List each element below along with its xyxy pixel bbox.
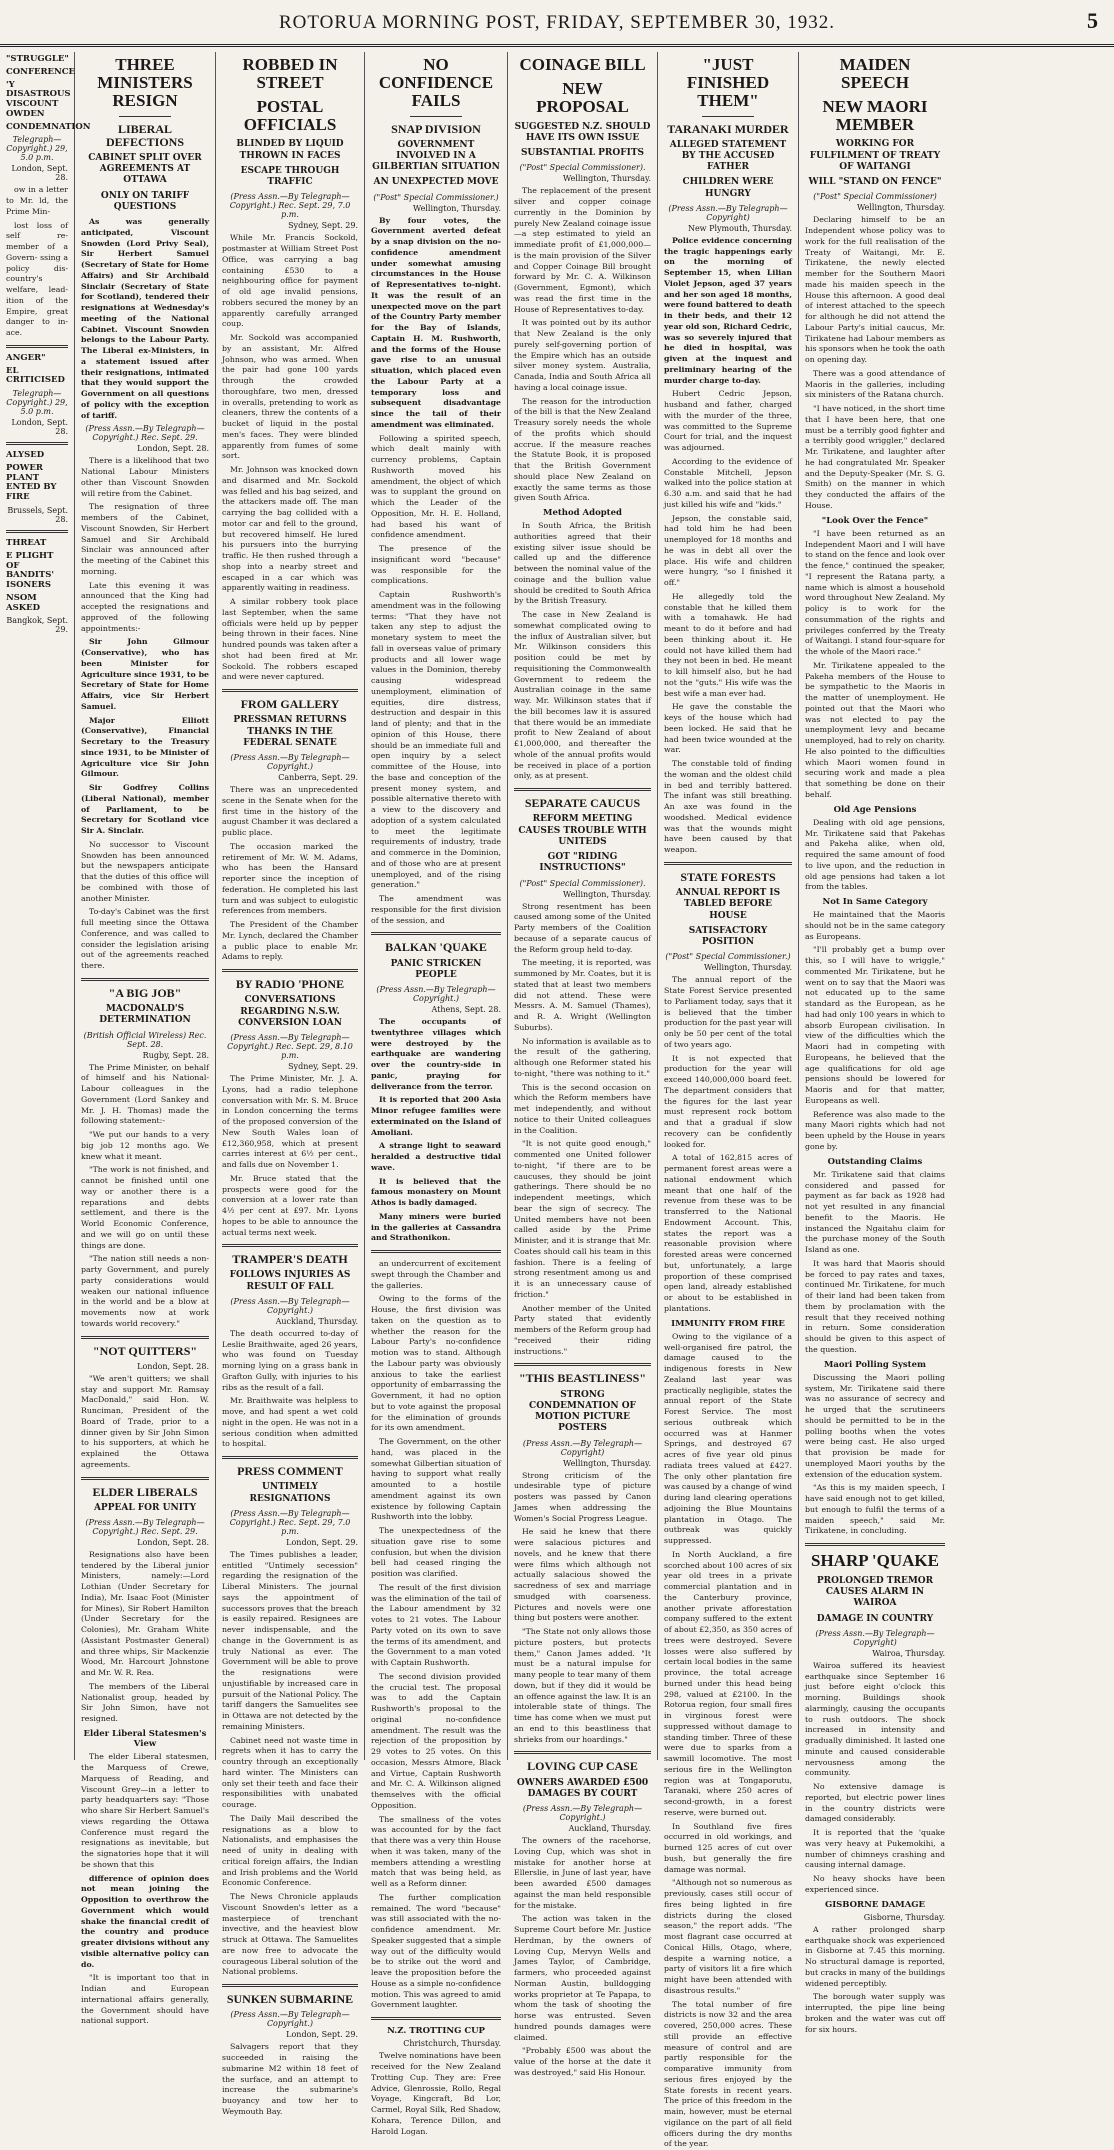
paragraph: The owners of the racehorse, Loving Cup, which was shot in mistake for another horse at Ellerslie, in June of last year, have been awarded £500 damages against the man held responsible for the mistake.: [514, 1836, 651, 1910]
dateline: Sydney, Sept. 29.: [288, 1062, 358, 1071]
paragraph: He gave the constable the keys of the house which had been locked. He said that he had been twice wounded at the war.: [664, 702, 792, 755]
paragraph: Reference was also made to the many Maori rights which had not been upheld by the House in years gone by.: [805, 1109, 945, 1151]
divider: [6, 345, 68, 348]
paragraph: Resignations also have been tendered by the Liberal junior Ministers, namely:—Lord Lothian (Under Secretary for India), Mr. Isaac Foot (Minister for Mines), Sir Robert Hamilton (Under Secretary for the Colonies), Mr. Graham White (Assistant Postmaster General) and three whips, Sir Mackenzie Wood, Mr. Harcourt Johnstone and Mr. W. R. Rea.: [81, 1549, 209, 1678]
divider: [514, 1751, 651, 1754]
article-headline: "THIS BEASTLINESS": [518, 1371, 647, 1386]
article-headline: "A BIG JOB": [108, 985, 182, 1000]
article-headline: "NOT QUITTERS": [92, 1343, 198, 1358]
article-headline: BY RADIO 'PHONE: [235, 977, 345, 992]
article-headline: ELDER LIBERALS: [92, 1484, 198, 1499]
article-deck: WORKING FOR FULFILMENT OF TREATY OF WAITANGI: [809, 139, 941, 172]
paragraph: It is reported that the 'quake was very heavy at Pukemokihi, a number of chimneys crashing and causing internal damage.: [805, 1828, 945, 1870]
credit-line: (Press Assn.—By Telegraph—Copyright.): [376, 985, 496, 1004]
paragraph: He maintained that the Maoris should not be in the same category as Europeans.: [805, 910, 945, 941]
dateline: Christchurch, Thursday.: [403, 2039, 501, 2049]
paragraph: No successor to Viscount Snowden has been announced but the newspapers anticipate that the duties of this office will be combined with those of another Minister.: [81, 839, 209, 903]
paragraph: In Southland five fires occurred in old workings, and burned 125 acres of cut over bush, but generally the fire damage was normal.: [664, 1821, 792, 1874]
dateline: Bangkok, Sept. 29.: [6, 616, 68, 635]
credit-line: Telegraph—Copyright.) 29, 5.0 p.m.: [6, 389, 68, 417]
divider: [222, 1244, 358, 1247]
masthead-title: ROTORUA MORNING POST, FRIDAY, SEPTEMBER 30, 1932.: [278, 12, 836, 33]
dateline: Wellington, Thursday.: [413, 203, 501, 213]
article-headline: TRAMPER'S DEATH: [232, 1252, 348, 1267]
column-no-confidence: [365, 52, 508, 2136]
dateline: Wairoa, Thursday.: [872, 1648, 945, 1658]
divider: [81, 978, 209, 981]
paragraph: The amendment was responsible for the first division of the session, and: [371, 894, 501, 925]
credit-line: (Press Assn.—By Telegraph—Copyright.) Rec. Sept. 29, 7.0 p.m.: [229, 192, 351, 220]
article-deck: BLINDED BY LIQUID THROWN IN FACES: [236, 139, 344, 161]
article-headline: POSTAL OFFICIALS: [243, 96, 337, 134]
paragraph: The case in New Zealand is somewhat complicated owing to the influx of Australian silver, but Mr. Wilkinson considers this position could be met by requisitioning the Commonwealth Government to redeem the Australian coinage in the same way. Mr. Wilkinson states that if the bill becomes law it is assured that there would be an immediate profit to New Zealand of about £1,000,000, and thereafter the whole of the annual profits would be received in place of a portion only, as at present.: [514, 610, 651, 781]
lead-paragraph: Police evidence concerning the tragic happenings early on the morning of September 15, when Lilian Violet Jepson, aged 37 years and her son aged 18 months, were found battered to death in their beds, and their 12 year old son, Richard Cedric, was so severely injured that he died in hospital, was given at the inquest and preliminary hearing of the murder charge to-day.: [664, 235, 792, 385]
paragraph: No heavy shocks have been experienced since.: [805, 1874, 945, 1894]
section-subheading: Maori Polling System: [823, 1359, 927, 1370]
divider: [119, 116, 170, 117]
paragraph: Owing to the forms of the House, the first division was taken on the question as to whether the reason for the Labour Party's no-confidence motion was to stand. Although the Labour party was obviously anxious to take the earliest opportunity of embarrassing the Government, it had no option but to vote against the proposal for the elimination of grounds for its own amendment.: [371, 1294, 501, 1433]
credit-line: (Press Assn.—By Telegraph—Copyright.) Rec. Sept. 29, 7.0 p.m.: [229, 1508, 351, 1536]
paragraph: This is the second occasion on which the Reform members have met independently, and without notice to their United colleagues in the Coalition.: [514, 1082, 651, 1135]
dateline: Wellington, Thursday.: [563, 889, 651, 899]
column-coinage-bill: [508, 52, 658, 2077]
article-deck: OWNERS AWARDED £500 DAMAGES BY COURT: [516, 1777, 649, 1799]
article-subheading: E PLIGHT OF BANDITS' ISONERS: [6, 550, 54, 591]
article-deck: AN UNEXPECTED MOVE: [373, 177, 499, 188]
article-subheading: 'Y DISASTROUS VISCOUNT OWDEN: [6, 79, 71, 119]
paragraph: Mr. Bruce stated that the prospects were good for the conversion at a lower rate than 4½ per cent at £97. Mr. Lyons hopes to be able to announce the actual terms next week.: [222, 1173, 358, 1237]
paragraph: There is a likelihood that two National Labour Ministers other than Viscount Snowden will retire from the Cabinet.: [81, 456, 209, 498]
article-deck: GOT "RIDING INSTRUCTIONS": [539, 852, 626, 874]
article-deck: ESCAPE THROUGH TRAFFIC: [240, 165, 340, 188]
section-subheading: Method Adopted: [543, 508, 622, 519]
paragraph: an undercurrent of excitement swept through the Chamber and the galleries.: [371, 1259, 501, 1290]
article-subheading: SNAP DIVISION: [391, 121, 481, 136]
article-headline: ROBBED IN STREET: [242, 55, 338, 92]
section-subheading: Outstanding Claims: [827, 1156, 923, 1167]
paragraph: Twelve nominations have been received for the New Zealand Trotting Cup. They are: Free Advice, Glenrossie, Rollo, Regal Voyage, Kingcraft, Bd Lor, Carmel, Royal Silk, Red Shadow, Kohara, Terence Dillon, and Harold Logan.: [371, 2051, 501, 2136]
paragraph: Another member of the United Party stated that evidently members of the Reform group had "received their riding instructions.": [514, 1303, 651, 1356]
paragraph: Cabinet need not waste time in regrets when it has to carry the country through an exceptionally hard winter. The Ministers can only set their teeth and face their responsibilities with unabated courage.: [222, 1735, 358, 1810]
paragraph: Hubert Cedric Jepson, husband and father, charged with the murder of the three, was committed to the Supreme Court for trial, and the inquest was adjourned.: [664, 389, 792, 453]
paragraph: It was pointed out by its author that New Zealand is the only purely self-governing portion of the Empire which has an outside silver money system. Australia, Canada, India and South Africa all having a local coinage issue.: [514, 318, 651, 392]
article-headline: FROM GALLERY: [240, 697, 340, 712]
paragraph: The further complication remained. The word "because" was still associated with the no-confidence amendment. Mr. Speaker suggested that a simple way out of the difficulty would be to strike out the word and leave the proposition before the House as a simple no-confidence motion. This was agreed to amid Government laughter.: [371, 1892, 501, 2010]
article-deck: APPEAL FOR UNITY: [93, 1502, 197, 1513]
dateline: London, Sept. 29.: [286, 1537, 358, 1547]
paragraph: The borough water supply was interrupted, the pipe line being broken and the water was cut off for six hours.: [805, 1992, 945, 2034]
dateline: Auckland, Thursday.: [275, 1316, 358, 1326]
credit-line: (Press Assn.—By Telegraph—Copyright): [668, 203, 788, 222]
article-subheading: CONDEMNATION: [6, 121, 91, 132]
divider: [371, 1250, 501, 1253]
article-headline: MAIDEN SPEECH: [839, 55, 911, 92]
paragraph: "Although not so numerous as previously, cases still occur of fires being lighted in fire districts during the closed season," the report adds. "The most flagrant case occurred at Conical Hills, Otago, where, despite a warning notice, a party of visitors lit a fire which might have been attended with disastrous results.": [664, 1878, 792, 1995]
section-subheading: Elder Liberal Statesmen's View: [83, 1728, 207, 1750]
dateline: London, Sept. 28.: [137, 444, 209, 454]
paragraph: "The work is not finished, and cannot be finished until one way or another there is a reparations and debts settlement, and there is the World Economic Conference, and we will go on until these things are done.: [81, 1165, 209, 1250]
article-headline: NO CONFIDENCE FAILS: [378, 55, 494, 110]
article-headline: NEW MAORI MEMBER: [822, 96, 928, 134]
article-deck: STRONG CONDEMNATION OF MOTION PICTURE POSTERS: [529, 1389, 636, 1434]
paragraph: In North Auckland, a fire scorched about 100 acres of six year old trees in a private commercial plantation and in the Canterbury province, another private afforestation company suffered to the extent of about £2,350, as 350 acres of trees were destroyed. Severe losses were also suffered by certain local bodies in the same province, the total acreage burned under this head being 298, valued at £2100. In the Rotorua region, four small fires in virginous forest were suppressed without damage to standing timber. Three of these were due to sparks from a sawmill locomotive. The most serious fire in the Wellington region was at Tongaporutu, Taranaki, where 250 acres of second-growth, in a forest reserve, were burned out.: [664, 1549, 792, 1817]
column-maiden-speech: [799, 52, 951, 2034]
divider: [6, 530, 68, 533]
paragraph: The President of the Chamber Mr. Lynch, declared the Chamber a public place to enable Mr. Adams to reply.: [222, 920, 358, 962]
divider: [702, 116, 753, 117]
paragraph: The Prime Minister, Mr. J. A. Lyons, had a radio telephone conversation with Mr. S. M. Bruce in London concerning the terms of the proposed conversion of the New South Wales loan of £12,360,958, which at present carries interest at 6½ per cent., and falls due on November 1.: [222, 1074, 358, 1169]
article-heading: THREAT: [6, 537, 47, 548]
article-headline: STATE FORESTS: [680, 869, 776, 884]
paragraph: Mr. Johnson was knocked down and disarmed and Mr. Sockold was felled and his bag seized, and the attackers made off. The man carrying the bag collided with a motor car and fell to the ground, but recovered himself. He lured his pursuers into the hurrying traffic. He then rushed through a shop into a nearby street and escaped in a car which was apparently waiting in readiness.: [222, 465, 358, 593]
paragraph: The constable told of finding the woman and the oldest child in bed and terribly battered. The infant was still breathing. An axe was found in the woodshed. Medical evidence was that the wounds might have been caused by that weapon.: [664, 759, 792, 855]
dateline: Wellington, Thursday.: [704, 963, 792, 973]
divider: [664, 862, 792, 865]
paragraph: "We aren't quitters; we shall stay and support Mr. Ramsay MacDonald," said Hon. W. Runciman, President of the Board of Trade, prior to a dinner given by Sir John Simon to his supporters, at which he explained the Ottawa agreements.: [81, 1373, 209, 1469]
credit-line: (Press Assn.—By Telegraph—Copyright.): [230, 1296, 350, 1315]
section-subheading: GISBORNE DAMAGE: [824, 1899, 926, 1910]
dateline: London, Sept. 29.: [286, 2030, 358, 2040]
credit-line: ("Post" Special Commissioner).: [519, 878, 646, 888]
article-headline: PRESS COMMENT: [237, 1464, 343, 1479]
lead-paragraph: As was generally anticipated, Viscount Snowden (Lord Privy Seal), Sir Herbert Samuel (Secretary of State for Home Affairs) and Sir Archibald Sinclair (Secretary of State for Scotland), tendered their resignations at Wednesday's meeting of the National Cabinet. Viscount Snowden belongs to the Labour Party. The Liberal ex-Ministers, in a statement issued after their resignations, intimated that they would support the Government on all questions of policy with the exception of tariff.: [81, 217, 209, 420]
section-subheading: Not In Same Category: [822, 897, 928, 907]
paragraph: "As this is my maiden speech, I have said enough not to get killed, but enough to fulfil the terms of a maiden speech," said Mr. Tirikatene, in concluding.: [805, 1483, 945, 1536]
paragraph: The result of the first division was the elimination of the tail of the Labour amendment by 32 votes to 21 votes. The Labour Party voted on its own to save the terms of its amendment, and the Government to a man voted with Captain Rushworth.: [371, 1582, 501, 1668]
credit-line: (Press Assn.—By Telegraph—Copyright.): [230, 753, 350, 772]
paragraph: The members of the Liberal Nationalist group, headed by Sir John Simon, have not resigned.: [81, 1681, 209, 1724]
credit-line: (Press Assn.—By Telegraph—Copyright.) Rec. Sept. 29, 8.10 p.m.: [227, 1033, 353, 1060]
article-subheading: EL CRITICISED: [6, 365, 65, 386]
dateline: London, Sept. 28.: [11, 164, 68, 183]
divider: [410, 116, 462, 117]
paragraph: A total of 162,815 acres of permanent forest areas were a national endowment which meant that one half of the revenue from these was to be transferred to the National Endowment Account. This, states the report was a reasonable provision where forested areas were concerned but, unfortunately, a large proportion of these comprised open land, already established or about to be established in plantations.: [664, 1153, 792, 1313]
paragraph: To-day's Cabinet was the first full meeting since the Ottawa Conference, and was called to consider the legislation arising out of the agreements reached there.: [81, 907, 209, 971]
paragraph: Jepson, the constable said, had told him he had been unemployed for 18 months and he was in debt all over the place. His wife and children were hungry, "so I finished it off.": [664, 513, 792, 588]
paragraph: It is reported that 200 Asia Minor refugee families were exterminated on the Island of Amoliani.: [371, 1095, 501, 1137]
credit-line: (Press Assn.—By Telegraph—Copyright.) Rec. Sept. 29.: [85, 1517, 205, 1536]
dateline: Wellington, Thursday.: [563, 174, 651, 184]
paragraph: "I have been returned as an Independent Maori and I will have to stand on the fence and look over the fence," continued the speaker, "I represent the Ratana party, a name which is almost a household word throughout New Zealand. My policy is to work for the consummation of the rights and privileges conferred by the Treaty of Waitangi. I stand four-square for the whole of the Maori race.": [805, 528, 945, 657]
article-headline: NEW PROPOSAL: [536, 78, 629, 116]
paragraph: The News Chronicle applauds Viscount Snowden's letter as a masterpiece of trenchant invective, and the heaviest blow struck at Ottawa. The Samuelites are now free to advocate the courageous Liberal solution of the National problems.: [222, 1892, 358, 1977]
paragraph: Mr. Tirikatene appealed to the Pakeha members of the House to be sympathetic to the Maoris in the matter of unemployment. He pointed out that the Maori who was not elected to pay the unemployment levy and became unemployed, had to rely on charity. He also pointed to the difficulties which Maori women found in securing work and made a plea that something be done on their behalf.: [805, 660, 945, 799]
divider: [805, 1543, 945, 1546]
article-deck: CABINET SPLIT OVER AGREEMENTS AT OTTAWA: [88, 152, 202, 186]
credit-line: ("Post" Special Commissioner.): [373, 192, 499, 202]
column-struggle-fragment: [0, 52, 91, 1760]
paragraph: "Probably £500 was about the value of the horse at the date it was destroyed," said His Honour.: [514, 2046, 651, 2077]
paragraph: "The State not only allows those picture posters, but protects them," Canon James added. "It must be a natural impulse for many people to tear many of them down, but if they did it would be an offence against the law. It is an intolerable state of things. The time has come when we must put an end to this beastliness that shrieks from our hoardings.": [514, 1627, 651, 1744]
paragraph: The presence of the insignificant word "because" was responsible for the complications.: [371, 544, 501, 586]
paragraph: "It is important too that in Indian and European international affairs generally, the Government should have national support.: [81, 1973, 209, 2026]
paragraph: ow in a letter to Mr. ld, the Prime Min-: [6, 185, 68, 216]
divider: [222, 1984, 358, 1987]
paragraph: "I'll probably get a bump over this, so I will have to wriggle," commented Mr. Tirikatene, but he went on to say that the Maori was not educated up to the same standard as the European, as he had had only 100 years in which to absorb European civilisation. In view of the difficulties which the Maori had in competing with Europeans, he believed that the age qualifications for old age pensions should be lowered for Maoris and for that matter, Europeans as well.: [805, 945, 945, 1105]
article-deck: FOLLOWS INJURIES AS RESULT OF FALL: [229, 1270, 351, 1292]
paragraph: Wairoa suffered its heaviest earthquake since September 16 just before eight o'clock this morning. Buildings shook alarmingly, causing the occupants to rush outdoors. The shock increased in intensity and gradually diminished. It lasted one minute and caused considerable nervousness among the community.: [805, 1660, 945, 1778]
divider: [514, 1363, 651, 1366]
article-deck: SATISFACTORY POSITION: [688, 925, 768, 948]
paragraph: difference of opinion does not mean joining the Opposition to overthrow the Government which would shake the financial credit of the country and produce greater divisions without any visible alternative policy can do.: [81, 1873, 209, 1969]
article-deck: WILL "STAND ON FENCE": [808, 177, 942, 188]
dateline: Auckland, Thursday.: [568, 1824, 651, 1834]
paragraph: Mr. Braithwaite was helpless to move, and had spent a wet cold night in the open. He was not in a serious condition when admitted to hospital.: [222, 1396, 358, 1449]
paragraph: A strange light to seaward heralded a destructive tidal wave.: [371, 1141, 501, 1172]
paragraph: The replacement of the present silver and copper coinage currently in the Dominion by purely New Zealand coinage issue—a step estimated to yield an immediate profit of £1,000,000—is the main provision of the Silver and Copper Coinage Bill brought forward by Mr. C. A. Wilkinson (Government, Egmont), which was read the first time in the House of Representatives to-day.: [514, 186, 651, 314]
divider: [81, 1477, 209, 1480]
divider: [222, 689, 358, 692]
article-subheading: CONFERENCE: [6, 66, 76, 77]
article-headline: SUNKEN SUBMARINE: [226, 1992, 354, 2007]
article-deck: CONVERSATIONS REGARDING N.S.W. CONVERSION LOAN: [238, 995, 342, 1028]
article-deck: REFORM MEETING CAUSES TROUBLE WITH UNITEDS: [518, 814, 647, 847]
paragraph: Salvagers report that they succeeded in raising the submarine M2 within 18 feet of the surface, and an attempt to increase the submarine's buoyancy and tow her to Weymouth Bay.: [222, 2042, 358, 2116]
article-deck: CHILDREN WERE HUNGRY: [682, 177, 774, 199]
article-subheading: NSOM ASKED: [6, 592, 40, 613]
paragraph: Many miners were buried in the galleries at Cassandra and Strathonikon.: [371, 1211, 501, 1243]
paragraph: No extensive damage is reported, but electric power lines in the country districts were damaged considerably.: [805, 1782, 945, 1824]
paragraph: The resignation of three members of the Cabinet, Viscount Snowden, Sir Herbert Samuel and Sir Archibald Sinclair was announced after the meeting of the Cabinet this morning.: [81, 502, 209, 576]
paragraph: The occasion marked the retirement of Mr. W. M. Adams, who has been the Hansard reporter since the inception of federation. He completed his last turn and was subject to eulogistic references from members.: [222, 841, 358, 916]
paragraph: The unexpectedness of the situation gave rise to some confusion, but when the division bell had ceased ringing the position was clarified.: [371, 1526, 501, 1579]
credit-line: Telegraph—Copyright.) 29, 5.0 p.m.: [6, 135, 68, 163]
paragraph: A similar robbery took place last September, when the same officials were held up by pepper being thrown in their faces. Nine hundred pounds was taken after a shot had been fired at Mr. Sockold. The robbers escaped and were never captured.: [222, 597, 358, 682]
divider: [81, 1336, 209, 1339]
paragraph: Mr. Sockold was accompanied by an assistant, Mr. Alfred Johnson, who was armed. When the pair had gone 100 yards through the crowded thoroughfare, two men, dressed in overalls, pretending to work as cleaners, threw the contents of a bucket of liquid in the postal men's faces. They were blinded apparently from fumes of some sort.: [222, 333, 358, 461]
dateline: London, Sept. 28.: [11, 418, 68, 437]
paragraph: Sir Godfrey Collins (Liberal National), member of Parliament, to be Secretary for Scotland vice Sir A. Sinclair.: [81, 783, 209, 836]
article-deck: MACDONALD'S DETERMINATION: [99, 1004, 191, 1026]
paragraph: The smallness of the votes was accounted for by the fact that there was a very thin House when it was taken, many of the members attending a wrestling match that was being held, as well as a Reform dinner.: [371, 1814, 501, 1889]
divider: [514, 788, 651, 791]
page-number: 5: [1087, 8, 1098, 33]
section-subheading: "Look Over the Fence": [821, 515, 929, 526]
credit-line: ("Post" Special Commissioner).: [519, 163, 646, 173]
paragraph: There was a good attendance of Maoris in the galleries, including six ministers of the Ratana church.: [805, 368, 945, 400]
article-headline: BALKAN 'QUAKE: [385, 940, 487, 955]
paragraph: "I have noticed, in the short time that I have been here, that one must be a terribly good fighter and a terribly good wriggler," declared Mr. Tirikatene, and laughter after he had congratulated Mr. Speaker and the Deputy-Speaker (Mr. S. G. Smith) on the manner in which they conducted the affairs of the House.: [805, 404, 945, 510]
article-headline: LOVING CUP CASE: [527, 1759, 638, 1774]
article-headline: "JUST FINISHED THEM": [686, 55, 770, 110]
divider: [222, 969, 358, 972]
divider: [222, 1456, 358, 1459]
paragraph: Sir John Gilmour (Conservative), who has been Minister for Agriculture since 1931, to be Secretary of State for Home Affairs, vice Sir Herbert Samuel.: [81, 637, 209, 711]
paragraph: A rather prolonged sharp earthquake shock was experienced in Gisborne at 7.45 this morning. No structural damage is reported, but cracks in many of the buildings widened perceptibly.: [805, 1924, 945, 1988]
credit-line: (Press Assn.—By Telegraph—Copyright.): [522, 1804, 643, 1823]
paragraph: Strong criticism of the undesirable type of picture posters was passed by Canon James when addressing the Women's Social Progress League.: [514, 1470, 651, 1523]
paragraph: There was an unprecedented scene in the Senate when for the first time in the history of the august Chamber it was declared a public place.: [222, 785, 358, 838]
paragraph: He allegedly told the constable that he killed them with a tomahawk. He had meant to do it before and had been thinking about it. He could not have killed them had they not been in bed. He meant to kill himself also, but he had not the "guts." His wife was the best wife a man ever had.: [664, 591, 792, 698]
article-deck: ALLEGED STATEMENT BY THE ACCUSED FATHER: [669, 139, 787, 173]
paragraph: No information is available as to the result of the gathering, although one Reformer stated his to-night, "there was nothing to it.": [514, 1036, 651, 1078]
credit-line: ("Post" Special Commissioner.): [665, 952, 791, 962]
article-deck: UNTIMELY RESIGNATIONS: [249, 1482, 331, 1504]
paragraph: Mr. Tirikatene said that claims considered and passed for payment as far back as 1928 had not yet resulted in any financial benefit to the Maoris. He instanced the Ngaitahu claim for the purchase money of the South Island as one.: [805, 1169, 945, 1255]
credit-line: (Press Assn.—By Telegraph—Copyright): [815, 1628, 935, 1647]
paragraph: Major Elliott (Conservative), Financial Secretary to the Treasury since 1931, to be Minister of Agriculture vice Sir John Gilmour.: [81, 715, 209, 779]
paragraph: Dealing with old age pensions, Mr. Tirikatene said that Pakehas and Pakeha alike, when old, required the same amount of food to live upon, and the reduction in old age pensions had taken a lot from the tables.: [805, 817, 945, 892]
article-headline: SEPARATE CAUCUS: [524, 796, 641, 811]
article-headline: SHARP 'QUAKE: [811, 1551, 939, 1571]
paragraph: The action was taken in the Supreme Court before Mr. Justice Herdman, by the owners of Loving Cup, Mervyn Wells and James Taylor, of Cambridge, farmers, who proceeded against Norman Austin, bulldogging works proprietor at Te Papapa, to whom the task of shooting the horse was entrusted. Seven hundred pounds damages were claimed.: [514, 1914, 651, 2042]
paragraph: The total number of fire districts is now 32 and the area covered, 250,000 acres. These still provide an effective measure of control and are partly responsible for the comparative immunity from serious fires enjoyed by the State forests in recent years. The price of this freedom in the main, however, must be eternal vigilance on the part of all field officers during the dry months of the year.: [664, 1999, 792, 2149]
dateline: Rugby, Sept. 28.: [142, 1050, 209, 1060]
article-subheading: POWER PLANT ENTED BY FIRE: [6, 462, 57, 503]
article-headline: THREE MINISTERS RESIGN: [97, 55, 193, 110]
section-subheading: Old Age Pensions: [833, 804, 917, 815]
article-deck: ONLY ON TARIFF QUESTIONS: [100, 190, 190, 212]
credit-line: (British Official Wireless) Rec. Sept. 28.: [83, 1030, 207, 1049]
dateline: Canberra, Sept. 29.: [278, 773, 358, 783]
dateline: Sydney, Sept. 29.: [288, 221, 358, 231]
paragraph: Declaring himself to be an Independent whose policy was to work for the full realisation of the Treaty of Waitangi, Mr. E. Tirikatene, the newly elected member for the Southern Maori made his maiden speech in the House this afternoon. A good deal of interest attached to the speech for although he did not attend the Labour Party's initial caucus, Mr. Tirikatene had Labour members as his sponsors when he took the oath on opening day.: [805, 215, 945, 365]
paragraph: Following a spirited speech, which dealt mainly with currency problems, Captain Rushworth moved his amendment, the object of which was to supplant the ground on which the Leader of the Opposition, Mr. H. E. Holland, had based his want of confidence amendment.: [371, 433, 501, 540]
divider: [371, 932, 501, 935]
paragraph: Strong resentment has been caused among some of the United Party members of the Coalition because of a separate caucus of the Reform group held to-day.: [514, 901, 651, 954]
paragraph: Discussing the Maori polling system, Mr. Tirikatene said there was no assurance of secrecy and he urged that the scrutineers should be permitted to be in the polling booths when the votes were being cast. He also urged that provision be made for unemployed Maori youths by the extension of the education system.: [805, 1372, 945, 1479]
article-deck: PROLONGED TREMOR CAUSES ALARM IN WAIROA: [816, 1575, 934, 1609]
paragraph: According to the evidence of Constable Mitchell, Jepson walked into the police station at 6.30 a.m. and said that he had just killed his wife and "kids.": [664, 456, 792, 509]
paragraph: "The nation still needs a non-party Government, and purely party considerations would weaken our national influence in the world and be a blow at movements now at work towards world recovery.": [81, 1254, 209, 1328]
paragraph: Late this evening it was announced that the King had accepted the resignations and approved of the following appointments:-: [81, 580, 209, 633]
article-headline: N.Z. TROTTING CUP: [387, 2026, 485, 2037]
credit-line: (Press Assn.—By Telegraph—Copyright.) Rec. Sept. 29.: [85, 424, 205, 443]
paragraph: The meeting, it is reported, was summoned by Mr. Coates, but it is stated that at least two members did not attend. These were Messrs. A. M. Samuel (Thames), and R. A. Wright (Wellington Suburbs).: [514, 958, 651, 1032]
column-robbed-in-street: [216, 52, 365, 2116]
article-heading: ANGER": [6, 352, 46, 363]
paragraph: Captain Rushworth's amendment was in the following terms: "That they have not taken any step to adjust the monetary system to meet the fall in overseas value of primary products and all lower wage values in the Dominion, thereby causing widespread unemployment, elimination of equities, dire distress, destruction and despair in this land of plenty; and that in the opinion of this House, there should be an immediate full and open inquiry by a select committee of the House, into the base and conception of the present money system, and possible alternative thereto with a view to the discovery and adoption of a system calculated to meet the legitimate requirements of industry, trade and commerce in the Dominion, and of those who are at present unemployed, and of the rising generation.": [371, 590, 501, 890]
article-deck: SUBSTANTIAL PROFITS: [520, 148, 645, 159]
paragraph: The death occurred to-day of Leslie Braithwaite, aged 26 years, who was found on Tuesday morning lying on a grass bank in Grafton Gully, with injuries to his ribs as the result of a fall.: [222, 1328, 358, 1392]
paragraph: It was hard that Maoris should be forced to pay rates and taxes, continued Mr. Tirikatene, for much of their land had been taken from them by proclamation with the result that they received nothing in return. Some consideration should be given to this aspect of the question.: [805, 1258, 945, 1354]
paragraph: It is believed that the famous monastery on Mount Athos is badly damaged.: [371, 1176, 501, 1208]
article-deck: ANNUAL REPORT IS TABLED BEFORE HOUSE: [675, 888, 781, 921]
article-deck: PRESSMAN RETURNS THANKS IN THE FEDERAL SENATE: [233, 715, 347, 748]
dateline: Gisborne, Thursday.: [863, 1912, 945, 1922]
column-three-ministers: [75, 52, 216, 2026]
credit-line: ("Post" Special Commissioner): [813, 192, 937, 202]
paragraph: While Mr. Francis Sockold, postmaster at William Street Post Office, was carrying a bag containing £530 to a neighbouring office for payment of old age invalid pensions, robbers secured the money by an apparently carefully arranged coup.: [222, 233, 358, 329]
divider: [371, 2017, 501, 2020]
paragraph: The Daily Mail described the resignations as a blow to Nationalists, and emphasises the need of unity in dealing with critical foreign affairs, the Indian and Irish problems and the World Economic Conference.: [222, 1813, 358, 1888]
paragraph: The elder Liberal statesmen, the Marquess of Crewe, Marquess of Reading, and Viscount Grey—in a letter to party headquarters say: "Those who share Sir Herbert Samuel's views regarding the Ottawa Conference must regard the resignations as inevitable, but the signatories hope that it will be shown that this: [81, 1752, 209, 1869]
masthead: [0, 0, 1114, 47]
column-just-finished-them: [658, 52, 799, 2149]
paragraph: The annual report of the State Forest Service presented to Parliament today, says that it is believed that the timber production for the past year will only be 50 per cent of the total of two years ago.: [664, 975, 792, 1049]
paragraph: In South Africa, the British authorities agreed that their existing silver issue should be called up and the difference between the nominal value of the coinage and the bullion value should be credited to South Africa by the British Treasury.: [514, 521, 651, 606]
paragraph: "We put our hands to a very big job 12 months ago. We knew what it meant.: [81, 1130, 209, 1161]
article-deck: DAMAGE IN COUNTRY: [816, 1613, 934, 1624]
lead-paragraph: By four votes, the Government averted defeat by a snap division on the no-confidence amendment under somewhat amusing circumstances in the House of Representatives to-night. It was the result of an unexpected move on the part of the Country Party member for the Bay of Islands, Captain H. M. Rushworth, and the forms of the House gave rise to an unusual situation, which placed even the Labour Party at a temporary loss and subsequent disadvantage since the tail of their amendment was eliminated.: [371, 215, 501, 429]
article-subheading: TARANAKI MURDER: [667, 121, 789, 136]
paragraph: The reason for the introduction of the bill is that the New Zealand Treasury sorely needs the whole of the profits which should accrue. If the measure reaches the Statute Book, it is proposed that the British Government should place New Zealand on exactly the same terms as those given South Africa.: [514, 396, 651, 503]
paragraph: It is not expected that production for the year will exceed 140,000,000 board feet. The department considers that the figures for the last year must represent rock bottom and that a gradual if slow recovery can be confidently looked for.: [664, 1053, 792, 1149]
paragraph: lost loss of self re- member of a Govern- ssing a policy dis- country's welfare, lead- ition of the Empire, great danger to in- ace.: [6, 220, 68, 338]
paragraph: The occupants of twentythree villages which were destroyed by the earthquake are wandering over the country-side in panic, praying for deliverance from the terror.: [371, 1017, 501, 1091]
section-subheading: IMMUNITY FROM FIRE: [671, 1318, 785, 1329]
article-headline: COINAGE BILL: [519, 55, 646, 74]
divider: [6, 442, 68, 445]
credit-line: (Press Assn.—By Telegraph—Copyright): [522, 1438, 643, 1457]
article-deck: PANIC STRICKEN PEOPLE: [390, 958, 482, 980]
article-deck: GOVERNMENT INVOLVED IN A GILBERTIAN SITUATION: [372, 139, 500, 173]
paragraph: Owing to the vigilance of a well-organised fire patrol, the damage caused to the indigenous forests in New Zealand last year was practically negligible, states the annual report of the State Forest Service. The most serious outbreak which occurred was at Hanmer Springs, and destroyed 67 acres of five year old pinus radiata trees valued at £427. The only other plantation fire was caused by a change of wind during land clearing operations adjoining the Blue Mountains plantation in Otago. The outbreak was quickly suppressed.: [664, 1331, 792, 1546]
article-heading: "STRUGGLE": [6, 54, 69, 64]
article-deck: SUGGESTED N.Z. SHOULD HAVE ITS OWN ISSUE: [514, 121, 651, 143]
paragraph: He said he knew that there were salacious pictures and novels, and he knew that there were films which although not actually salacious showed the sacredness of sex and marriage smudged with coarseness. Pictures and novels were one thing but posters were another.: [514, 1527, 651, 1623]
dateline: London, Sept. 28.: [137, 1537, 209, 1547]
article-heading: ALYSED: [6, 450, 45, 461]
paragraph: The Government, on the other hand, was placed in the somewhat Gilbertian situation of having to support what really amounted to a hostile amendment against its own existence by following Captain Rushworth into the lobby.: [371, 1437, 501, 1522]
dateline: Athens, Sept. 28.: [431, 1005, 501, 1015]
article-subheading: LIBERAL DEFECTIONS: [105, 121, 185, 149]
dateline: Wellington, Thursday.: [563, 1458, 651, 1468]
paragraph: The Times publishes a leader, entitled "Untimely secession" regarding the resignation of the Liberal Ministers. The journal says the appointment of successors proves that the breach is easily repaired. Resignees are never indispensable, and the change in the Government is as truly National as ever. The Government will be able to prove the resignations were unjustifiable by increased care in pursuit of the National Policy. The tariff dangers the Samuelites see in Ottawa are not detected by the remaining Ministers.: [222, 1549, 358, 1731]
dateline: Brussels, Sept. 28.: [7, 505, 68, 524]
paragraph: The Prime Minister, on behalf of himself and his National-Labour colleagues in the Government (Lord Sankey and Mr. J. H. Thomas) made the following statement:-: [81, 1062, 209, 1126]
dateline: New Plymouth, Thursday.: [687, 223, 792, 233]
dateline: Wellington, Thursday.: [857, 203, 945, 213]
dateline: London, Sept. 28.: [137, 1361, 209, 1371]
credit-line: (Press Assn.—By Telegraph—Copyright.): [230, 2010, 350, 2029]
paragraph: The second division provided the crucial test. The proposal was to add the Captain Rushworth's proposal to the original no-confidence amendment. The result was the rejection of the proposition by 29 votes to 25 votes. On this occasion, Messrs Atmore, Black and Virtue, Captain Rushworth and Mr. C. A. Wilkinson aligned themselves with the official Opposition.: [371, 1671, 501, 1810]
paragraph: "It is not quite good enough," commented one United follower to-night, "if there are to be caucuses, they should be joint gatherings. There should be no independent meetings, which bear the sign of secrecy. The United members have not been called aside by the Prime Minister, and it is strange that Mr. Coates should call his team in this fashion. There is a feeling of strong resentment among us and it is an unnecessary cause of friction.": [514, 1139, 651, 1299]
